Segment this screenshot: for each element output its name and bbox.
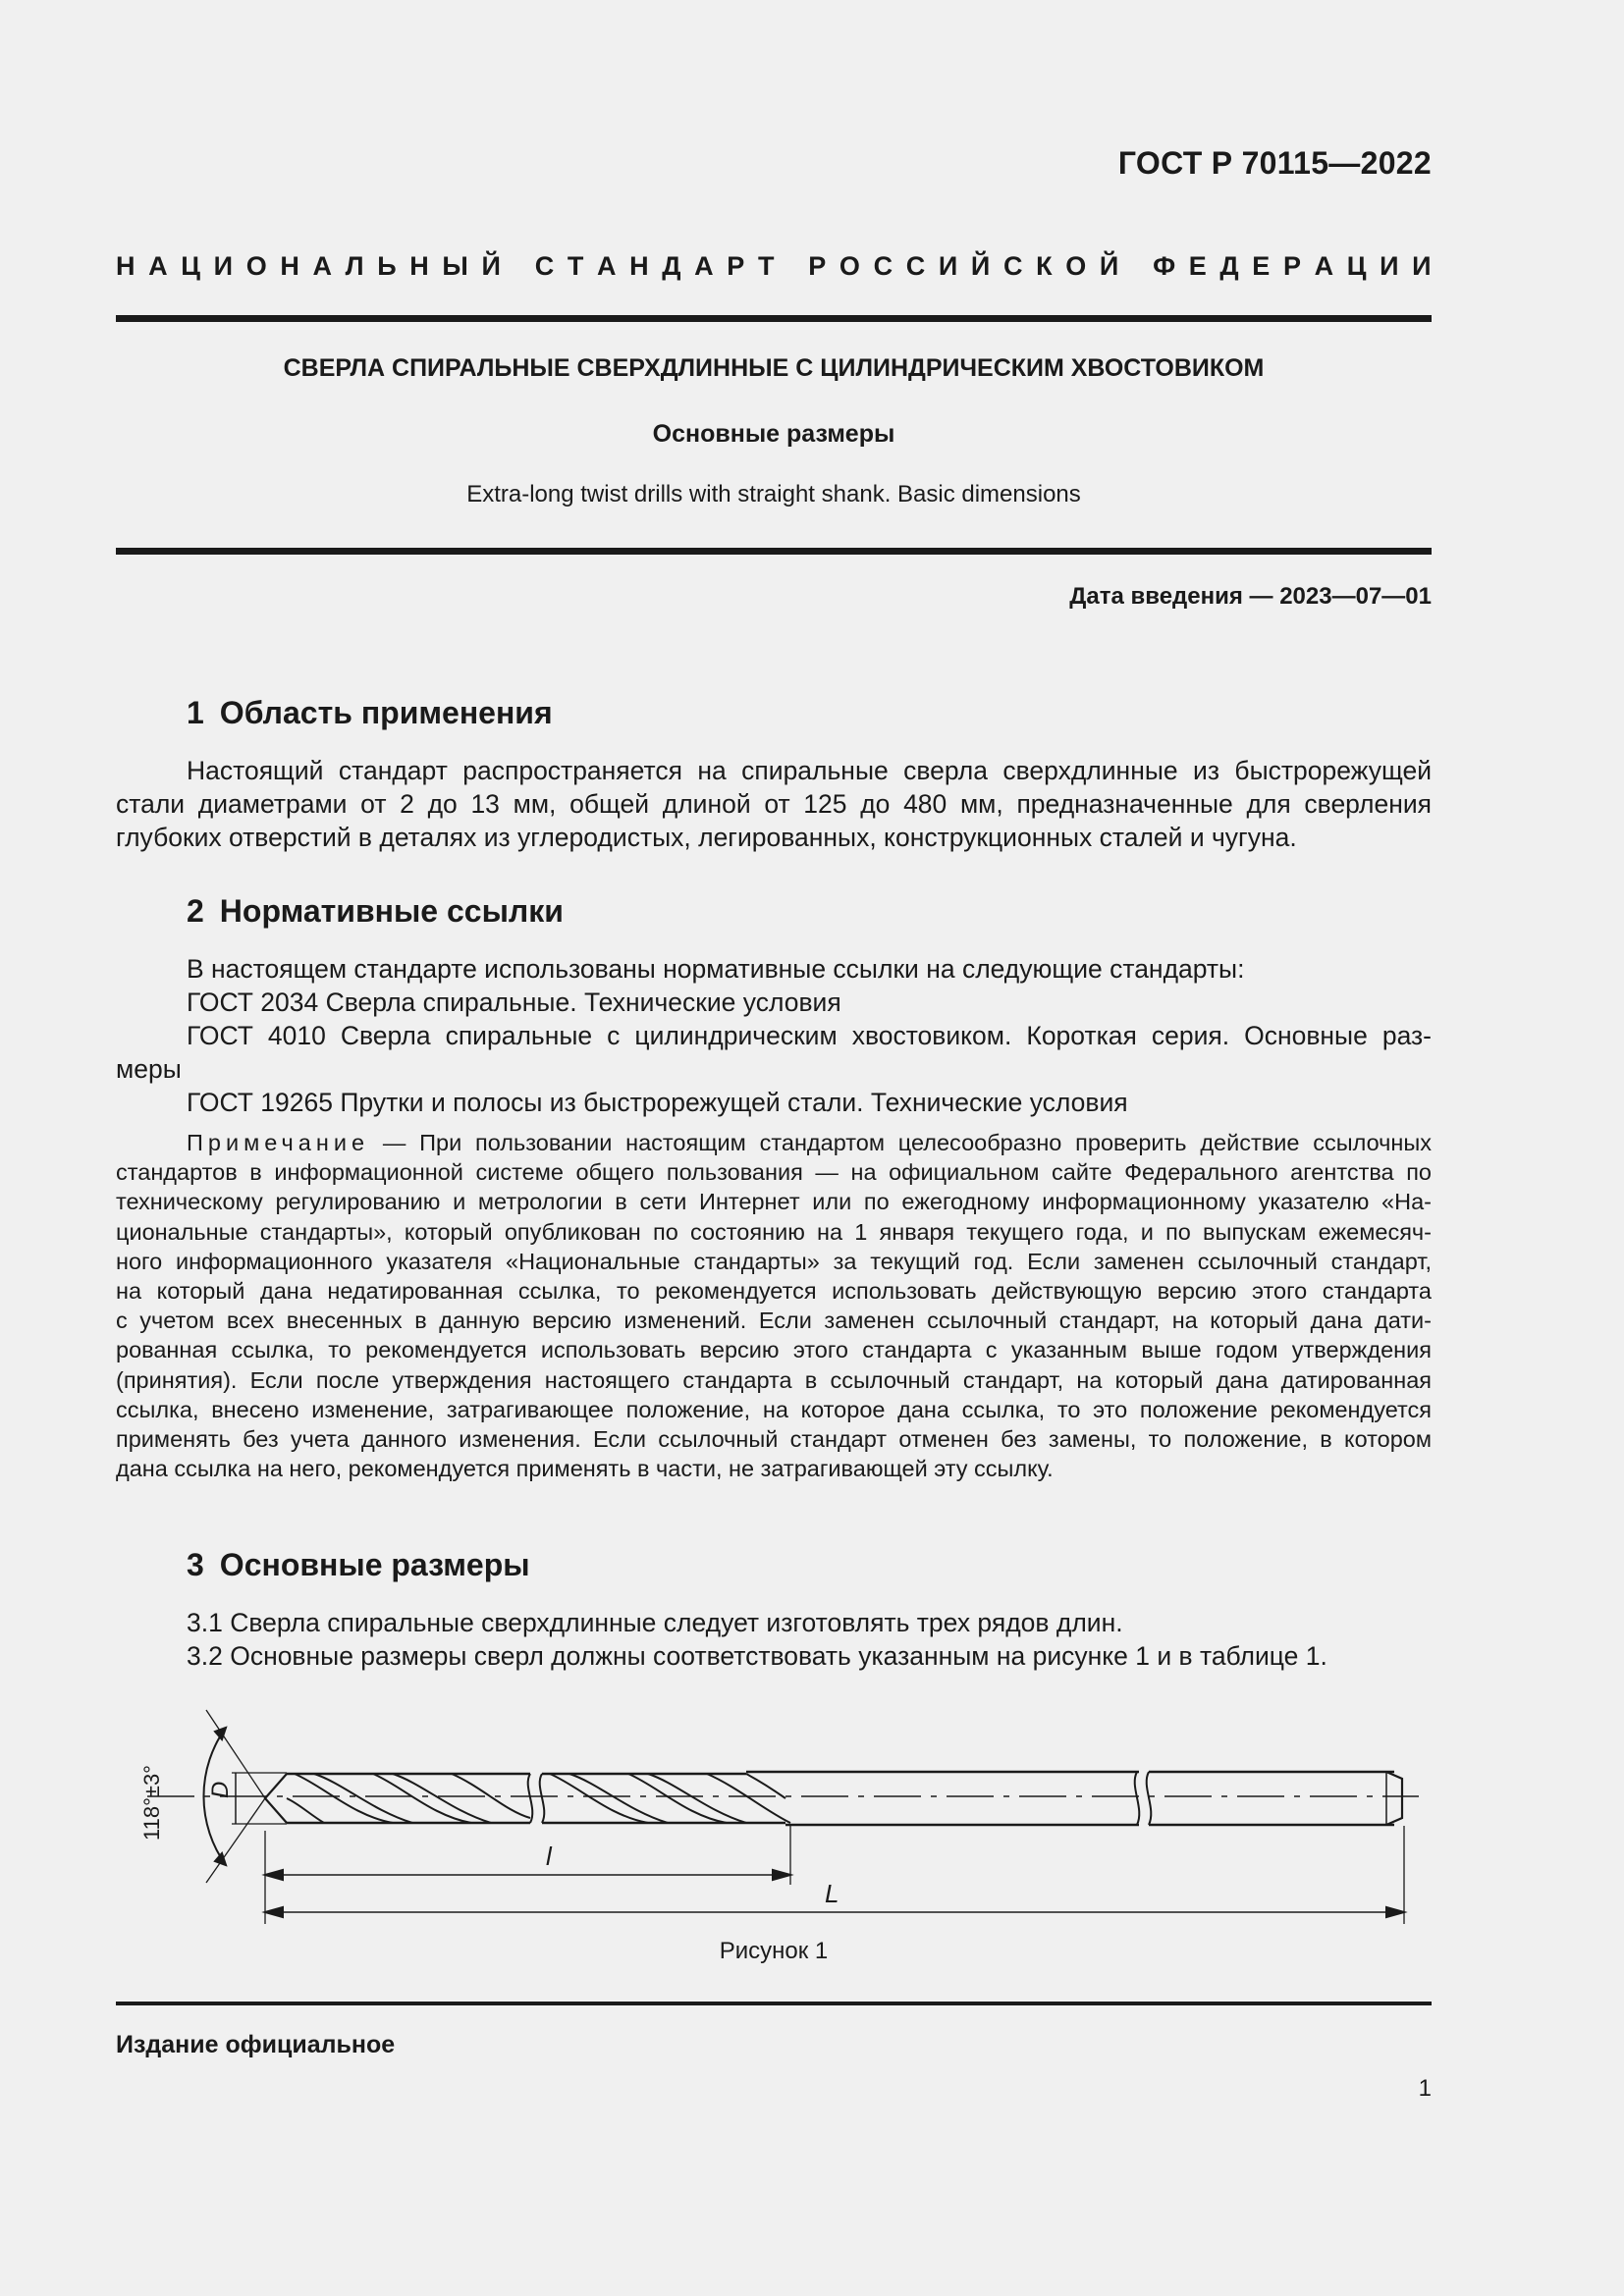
flute-line [707, 1774, 790, 1823]
banner-letter: О [839, 251, 860, 281]
note-line: стандартов в информационной системе общего пользования — на официальном сайте Федерального агентства по [116, 1159, 1432, 1186]
banner-letter: Т [757, 251, 775, 281]
banner-letter: Е [1188, 251, 1207, 281]
text-line: стали диаметрами от 2 до 13 мм, общей длиной от 125 до 480 мм, предназначенные для сверления [116, 789, 1432, 819]
section-2-references [116, 952, 1432, 1119]
banner-letter: А [694, 251, 714, 281]
title-rule [116, 548, 1432, 555]
drill-drawing [0, 1688, 1624, 1934]
document-subtitle: Основные размеры [652, 420, 895, 448]
flute-line [314, 1774, 412, 1823]
section-2-heading [187, 893, 564, 930]
banner-letter [1132, 251, 1140, 282]
banner-letter: Н [629, 251, 649, 281]
reference-item: ГОСТ 19265 Прутки и полосы из быстрорежущей стали. Технические условия [187, 1088, 1128, 1117]
break-line [528, 1774, 533, 1823]
section-3-heading [187, 1547, 530, 1583]
flute-length-label: l [546, 1842, 552, 1871]
banner-letter [787, 251, 795, 282]
flute-line [373, 1774, 471, 1823]
section-number: 2 [187, 893, 204, 929]
note-line: Примечание — При пользовании настоящим стандартом целесообразно проверить действие ссылочных [187, 1130, 1432, 1155]
note-line: ссылка, внесено изменение, затрагивающее положение, на которое дана ссылка, то это положение рекомендуется [116, 1396, 1432, 1422]
text-line: Настоящий стандарт распространяется на спиральные сверла сверхдлинные из быстрорежущей [187, 756, 1432, 785]
banner-letter: Р [727, 251, 745, 281]
banner-letter: И [1380, 251, 1399, 281]
note-line: циональные стандарты», который опубликован по состоянию на 1 января текущего года, и по выпускам ежемесяч- [116, 1218, 1432, 1245]
banner-letter: Н [409, 251, 429, 281]
banner-letter: Д [662, 251, 681, 281]
banner-letter: Ь [377, 251, 397, 281]
introduction-date: Дата введения — 2023—07—01 [1069, 583, 1432, 610]
reference-item: ГОСТ 4010 Сверла спиральные с цилиндрическим хвостовиком. Короткая серия. Основные раз- [187, 1021, 1432, 1050]
banner-letter: Й [1099, 251, 1119, 281]
banner-letter: И [938, 251, 958, 281]
text-line: глубоких отверстий в деталях из углеродистых, легированных, конструкционных сталей и чугуна. [116, 823, 1297, 852]
banner-letter [514, 251, 522, 282]
banner-letter: А [1314, 251, 1334, 281]
edition-label: Издание официальное [116, 2031, 396, 2058]
section-title: Нормативные ссылки [219, 893, 564, 929]
banner-letter: А [148, 251, 168, 281]
section-number: 1 [187, 695, 204, 730]
banner-letter: Л [345, 251, 364, 281]
section-1-heading [187, 695, 553, 731]
banner-letter: Е [1252, 251, 1271, 281]
section-title: Область применения [219, 695, 553, 730]
break-line [1135, 1772, 1140, 1825]
banner-letter: Д [1219, 251, 1239, 281]
break-line [540, 1774, 545, 1823]
arrow-head [215, 1853, 226, 1865]
section-2-note [116, 1128, 1432, 1483]
banner-letter: С [905, 251, 926, 281]
break-line [1147, 1772, 1152, 1825]
reference-item: меры [116, 1054, 182, 1084]
note-line: на который дана недатированная ссылка, то рекомендуется использовать действующую версию этого стандарта [116, 1278, 1432, 1305]
english-title: Extra-long twist drills with straight shank. Basic dimensions [466, 481, 1081, 507]
banner-letter: Ц [1346, 251, 1367, 281]
top-rule [116, 315, 1432, 322]
flute-line [287, 1798, 324, 1823]
banner-letter: И [1412, 251, 1432, 281]
flute-line [648, 1774, 746, 1823]
note-line: дана ссылка на него, рекомендуется применять в части, не затрагивающей эту ссылку. [116, 1456, 1054, 1482]
banner-letter: Ф [1153, 251, 1176, 281]
document-title: СВЕРЛА СПИРАЛЬНЫЕ СВЕРХДЛИННЫЕ С ЦИЛИНДРИЧЕСКИМ ХВОСТОВИКОМ [283, 354, 1265, 382]
banner-letter: С [873, 251, 893, 281]
note-line: техническому регулированию и метрологии в сети Интернет или по ежегодному информационному указателю «На- [116, 1189, 1432, 1215]
banner-letter: О [245, 251, 267, 281]
banner-letter: К [1036, 251, 1053, 281]
list-item: 3.1 Сверла спиральные сверхдлинные следует изготовлять трех рядов длин. [187, 1608, 1123, 1637]
page-number: 1 [1418, 2075, 1432, 2102]
banner-letter: О [1065, 251, 1087, 281]
banner-letter: И [213, 251, 234, 281]
reference-item: ГОСТ 2034 Сверла спиральные. Технические условия [187, 988, 841, 1017]
banner-letter: Й [970, 251, 991, 281]
flute-line [569, 1774, 668, 1823]
diameter-label: D [207, 1781, 234, 1798]
banner-letter: А [596, 251, 617, 281]
flute-line [295, 1774, 393, 1823]
banner-letter: А [312, 251, 332, 281]
banner-letter: Р [808, 251, 827, 281]
banner-letter: Н [116, 251, 135, 281]
document-code: ГОСТ Р 70115—2022 [1117, 145, 1432, 181]
flute-line [628, 1774, 727, 1823]
section-1-text [116, 754, 1432, 854]
note-label: Примечание [187, 1130, 370, 1155]
banner-letter: Ц [181, 251, 201, 281]
angle-label: 118°±3° [139, 1765, 164, 1841]
flute-runout [746, 1774, 785, 1798]
arrow-head [1386, 1907, 1404, 1917]
note-line: применять без учета данного изменения. Если ссылочный стандарт отменен без замены, то положение, в котором [116, 1426, 1432, 1453]
banner-letter: С [1002, 251, 1023, 281]
banner-letter: Н [280, 251, 299, 281]
note-line: рованная ссылка, то рекомендуется использовать версию этого стандарта с указанным выше годом утверждения [116, 1337, 1432, 1363]
section-number: 3 [187, 1547, 204, 1582]
total-length-label: L [825, 1879, 839, 1908]
shank-end [1386, 1772, 1402, 1825]
text-line: В настоящем стандарте использованы нормативные ссылки на следующие стандарты: [187, 954, 1245, 984]
banner-letter: Ы [442, 251, 468, 281]
arrow-head [265, 1870, 283, 1880]
note-line: ного информационного указателя «Национальные стандарты» за текущий год. Если заменен ссылочный стандарт, [116, 1248, 1432, 1274]
note-line: (принятия). Если после утверждения настоящего стандарта в ссылочный стандарт, на который дана датированная [116, 1366, 1432, 1393]
banner-letter: Т [567, 251, 584, 281]
section-title: Основные размеры [219, 1547, 530, 1582]
banner-letter: С [534, 251, 555, 281]
national-standard-banner [116, 251, 1432, 282]
footer-rule [116, 2002, 1432, 2005]
flute-line [393, 1774, 491, 1823]
arrow-head [265, 1907, 283, 1917]
list-item: 3.2 Основные размеры сверл должны соответствовать указанным на рисунке 1 и в таблице 1. [187, 1641, 1327, 1671]
note-line: с учетом всех внесенных в данную версию изменений. Если заменен ссылочный стандарт, на который дана дати- [116, 1308, 1432, 1334]
arrow-head [773, 1870, 790, 1880]
figure-caption: Рисунок 1 [719, 1938, 829, 1964]
flute-line [550, 1774, 648, 1823]
drill-tip [265, 1774, 287, 1823]
banner-letter: Р [1282, 251, 1301, 281]
banner-letter: Й [481, 251, 501, 281]
section-3-items [116, 1606, 1432, 1673]
